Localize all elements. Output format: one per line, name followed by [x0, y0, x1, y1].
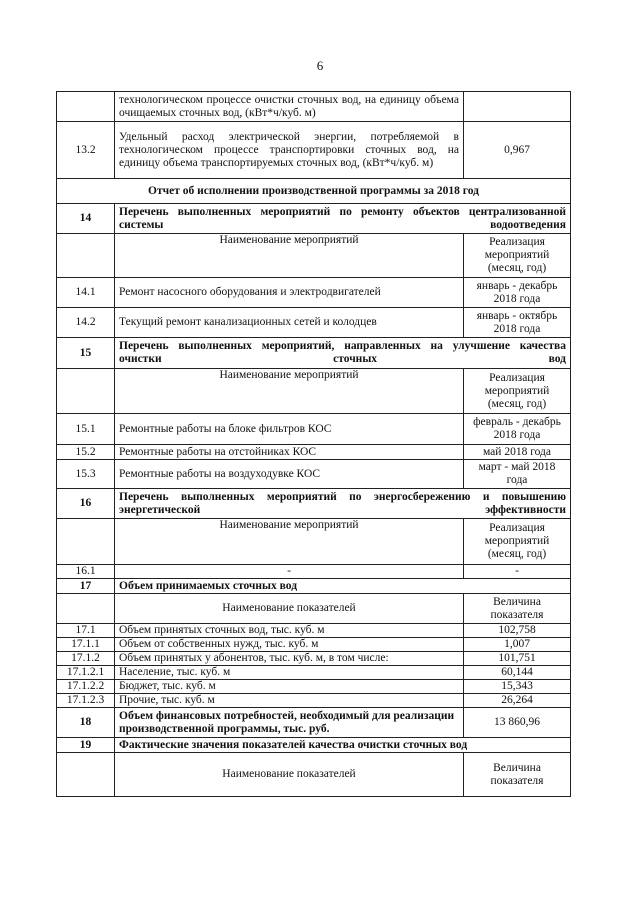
page-number: 6 [316, 58, 324, 73]
table-row [57, 122, 571, 179]
section-header-row [57, 204, 571, 234]
row-text-cell: Население, тыс. куб. м [115, 666, 464, 680]
table-row [57, 308, 571, 338]
row-number-cell: 15.3 [57, 460, 115, 489]
row-value-cell: январь - октябрь 2018 года [464, 308, 571, 338]
row-value-cell: 26,264 [464, 694, 571, 708]
section-title: Объем финансовых потребностей, необходимый для реализации производственной программы, тыс. руб. [115, 708, 464, 738]
column-header-name: Наименование показателей [115, 594, 464, 624]
row-text-cell: Объем принятых сточных вод, тыс. куб. м [115, 624, 464, 638]
row-text-cell: Ремонт насосного оборудования и электродвигателей [115, 278, 464, 308]
column-header-impl: Реализация мероприятий (месяц, год) [464, 234, 571, 278]
section-number: 18 [57, 708, 115, 738]
row-value-cell: 13 860,96 [464, 708, 571, 738]
row-value-cell: 0,967 [464, 122, 571, 179]
row-value-cell: март - май 2018 года [464, 460, 571, 489]
table-row [57, 278, 571, 308]
column-header-row [57, 369, 571, 414]
row-text-cell: - [115, 565, 464, 579]
table-row [57, 565, 571, 579]
table-row [57, 680, 571, 694]
section-title: Перечень выполненных мероприятий, направленных на улучшение качества очистки сточных вод [115, 338, 571, 369]
row-text-cell: Удельный расход электрической энергии, потребляемой в технологическом процессе транспортировки сточных вод, на единицу объема транспортируемых сточных вод, (кВт*ч/куб. м) [115, 122, 464, 179]
row-value-cell: май 2018 года [464, 445, 571, 460]
row-text-cell: Ремонтные работы на блоке фильтров КОС [115, 414, 464, 445]
section-header-row [57, 708, 571, 738]
column-header-value: Величина показателя [464, 753, 571, 797]
row-number-cell: 16.1 [57, 565, 115, 579]
table-row [57, 694, 571, 708]
table-row [57, 460, 571, 489]
row-number-cell: 17.1.2.1 [57, 666, 115, 680]
row-number-cell: 15.1 [57, 414, 115, 445]
section-header-row [57, 489, 571, 519]
row-value-cell: 101,751 [464, 652, 571, 666]
row-text-cell: Бюджет, тыс. куб. м [115, 680, 464, 694]
row-number-cell: 17.1.2.2 [57, 680, 115, 694]
column-header-name: Наименование мероприятий [115, 369, 464, 414]
row-number-cell: 17.1.2 [57, 652, 115, 666]
row-value-cell: февраль - декабрь 2018 года [464, 414, 571, 445]
column-header-name: Наименование мероприятий [115, 519, 464, 565]
row-value-cell [464, 92, 571, 122]
section-number: 15 [57, 338, 115, 369]
row-text-cell: Текущий ремонт канализационных сетей и колодцев [115, 308, 464, 338]
table-row [57, 666, 571, 680]
row-text-cell: Ремонтные работы на воздуходувке КОС [115, 460, 464, 489]
report-title: Отчет об исполнении производственной программы за 2018 год [57, 179, 571, 204]
program-table-wrapper [56, 91, 570, 797]
row-number-cell: 17.1 [57, 624, 115, 638]
row-value-cell: 1,007 [464, 638, 571, 652]
column-header-num [57, 234, 115, 278]
table-row [57, 638, 571, 652]
section-header-row [57, 579, 571, 594]
section-title: Перечень выполненных мероприятий по ремонту объектов централизованной системы водоотведения [115, 204, 571, 234]
row-value-cell: 102,758 [464, 624, 571, 638]
column-header-num [57, 753, 115, 797]
program-table [56, 91, 571, 797]
table-row [57, 624, 571, 638]
column-header-num [57, 519, 115, 565]
row-number-cell: 15.2 [57, 445, 115, 460]
row-text-cell: Ремонтные работы на отстойниках КОС [115, 445, 464, 460]
section-title: Объем принимаемых сточных вод [115, 579, 571, 594]
table-row [57, 445, 571, 460]
row-text-cell: Объем от собственных нужд, тыс. куб. м [115, 638, 464, 652]
section-number: 17 [57, 579, 115, 594]
column-header-value: Величина показателя [464, 594, 571, 624]
column-header-row [57, 753, 571, 797]
section-header-row [57, 338, 571, 369]
row-value-cell: - [464, 565, 571, 579]
table-row [57, 652, 571, 666]
row-value-cell: 60,144 [464, 666, 571, 680]
section-number: 14 [57, 204, 115, 234]
row-number-cell: 17.1.2.3 [57, 694, 115, 708]
section-title: Фактические значения показателей качества очистки сточных вод [115, 738, 571, 753]
column-header-name: Наименование показателей [115, 753, 464, 797]
column-header-row [57, 234, 571, 278]
section-title: Перечень выполненных мероприятий по энергосбережению и повышению энергетической эффективности [115, 489, 571, 519]
row-text-cell: Объем принятых у абонентов, тыс. куб. м, в том числе: [115, 652, 464, 666]
section-number: 19 [57, 738, 115, 753]
row-number-cell: 13.2 [57, 122, 115, 179]
row-number-cell [57, 92, 115, 122]
row-text-cell: Прочие, тыс. куб. м [115, 694, 464, 708]
column-header-impl: Реализация мероприятий (месяц, год) [464, 519, 571, 565]
report-title-row [57, 179, 571, 204]
column-header-row [57, 519, 571, 565]
row-number-cell: 14.1 [57, 278, 115, 308]
column-header-row [57, 594, 571, 624]
row-value-cell: январь - декабрь 2018 года [464, 278, 571, 308]
column-header-name: Наименование мероприятий [115, 234, 464, 278]
section-number: 16 [57, 489, 115, 519]
column-header-num [57, 369, 115, 414]
section-header-row [57, 738, 571, 753]
row-text-cell: технологическом процессе очистки сточных вод, на единицу объема очищаемых сточных вод, (кВт*ч/куб. м) [115, 92, 464, 122]
table-row [57, 92, 571, 122]
table-row [57, 414, 571, 445]
row-number-cell: 14.2 [57, 308, 115, 338]
row-number-cell: 17.1.1 [57, 638, 115, 652]
column-header-num [57, 594, 115, 624]
column-header-impl: Реализация мероприятий (месяц, год) [464, 369, 571, 414]
row-value-cell: 15,343 [464, 680, 571, 694]
